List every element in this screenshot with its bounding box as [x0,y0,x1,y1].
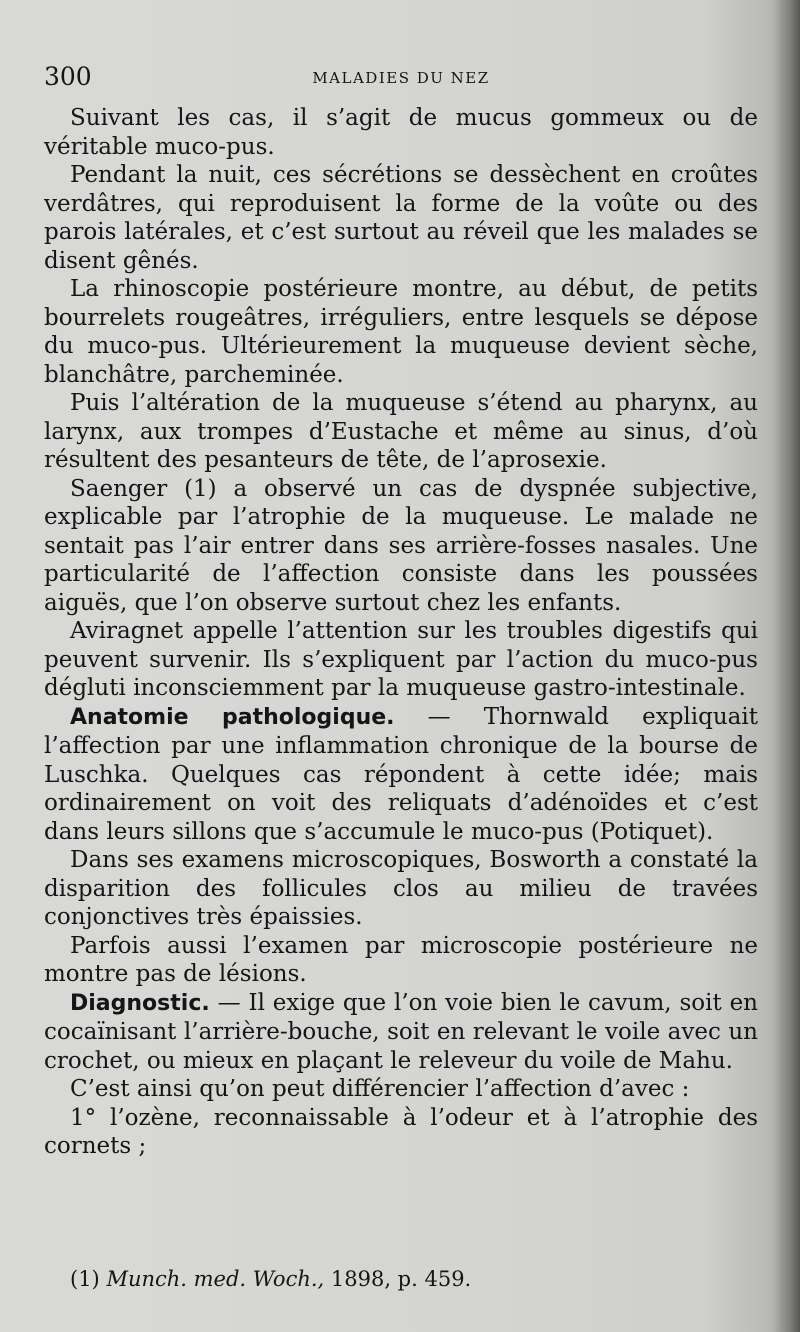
body-text [44,104,758,1161]
heading-diagnostic: Diagnostic. [70,990,210,1016]
paragraph-diagnostic [44,989,758,1076]
paragraph-microscopie: Parfois aussi l’examen par microscopie postérieure ne montre pas de lésions. [44,932,758,987]
heading-anatomie-pathologique: Anatomie pathologique. [70,704,395,730]
footnote-journal: Munch. med. Woch., [106,1267,325,1291]
footnote-citation: 1898, p. 459. [330,1267,472,1291]
running-head [44,60,758,94]
paragraph-ozene: 1° l’ozène, reconnaissable à l’odeur et à l’atrophie des cornets ; [44,1104,758,1159]
page-spine-shadow [774,0,800,1332]
page-number: 300 [44,62,92,91]
running-title: MALADIES DU NEZ [312,69,490,87]
paragraph-saenger: Saenger (1) a observé un cas de dyspnée subjective, explicable par l’atrophie de la muqueuse. Le malade ne sentait pas l’air entrer dans ses arrière-fosses nasales. Une particularité de l’affection consiste dans les poussées aiguës, que l’on observe surtout chez les enfants. [44,475,758,616]
paragraph-mucus: Suivant les cas, il s’agit de mucus gommeux ou de véritable muco-pus. [44,105,758,160]
paragraph-bosworth: Dans ses examens microscopiques, Bosworth a constaté la disparition des follicules clos au milieu de travées conjonctives très épaissies. [44,847,758,930]
paragraph-differencier: C’est ainsi qu’on peut différencier l’affection d’avec : [70,1076,690,1102]
paragraph-alteration: Puis l’altération de la muqueuse s’étend au pharynx, au larynx, aux trompes d’Eustache et même au sinus, d’où résultent des pesanteurs de tête, de l’aprosexie. [44,390,758,473]
paragraph-anatomie [44,703,758,847]
paragraph-aviragnet: Aviragnet appelle l’attention sur les troubles digestifs qui peuvent survenir. Ils s’expliquent par l’action du muco-pus dégluti inconsciemment par la muqueuse gastro-intestinale. [44,618,758,701]
paragraph-secretions: Pendant la nuit, ces sécrétions se dessèchent en croûtes verdâtres, qui reproduisent la forme de la voûte ou des parois latérales, et c’est surtout au réveil que les malades se disent gênés. [44,162,758,274]
diagnostic-text: — Il exige que l’on voie bien le cavum, soit en cocaïnisant l’arrière-bouche, soit en relevant le voile avec un crochet, ou mieux en plaçant le releveur du voile de Mahu. [44,989,758,1074]
paragraph-rhinoscopie: La rhinoscopie postérieure montre, au début, de petits bourrelets rougeâtres, irréguliers, entre lesquels se dépose du muco-pus. Ultérieurement la muqueuse devient sèche, blanchâtre, parcheminée. [44,276,758,388]
footnote [70,1265,750,1293]
anatomie-text: — Thornwald expliquait l’affection par une inflammation chronique de la bourse de Luschka. Quelques cas répondent à cette idée; mais ordinairement on voit des reliquats d’adénoïdes et c’est dans leurs sillons que s’accumule le muco-pus (Potiquet). [44,703,758,845]
footnote-marker: (1) [70,1267,100,1291]
